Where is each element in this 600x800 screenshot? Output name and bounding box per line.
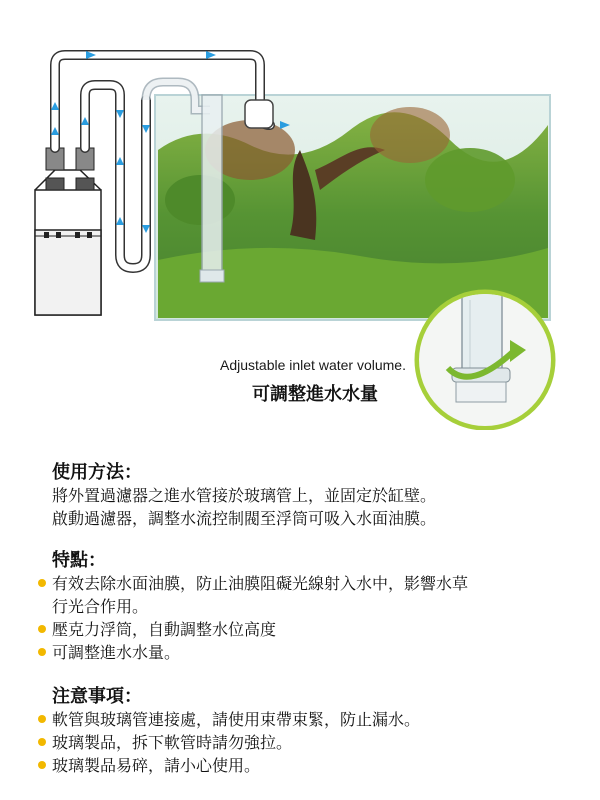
zoom-callout <box>417 292 553 428</box>
caption-english: Adjustable inlet water volume. <box>220 357 406 373</box>
hose-valves <box>46 148 94 190</box>
feature-item: 壓克力浮筒，自動調整水位高度 <box>38 619 276 641</box>
note-item: 玻璃製品易碎，請小心使用。 <box>38 755 260 777</box>
bullet-icon <box>38 761 46 769</box>
outlet-pipe <box>245 100 273 128</box>
bullet-icon <box>38 648 46 656</box>
feature-item: 可調整進水水量。 <box>38 642 180 664</box>
feature-item-continuation: 行光合作用。 <box>52 597 149 616</box>
bullet-icon <box>38 715 46 723</box>
canister-filter <box>35 170 101 315</box>
bullet-icon <box>38 625 46 633</box>
usage-line: 將外置過濾器之進水管接於玻璃管上，並固定於缸壁。 <box>52 486 437 505</box>
features-title: 特點： <box>52 550 106 571</box>
caption-chinese: 可調整進水水量 <box>252 384 378 405</box>
note-item: 軟管與玻璃管連接處，請使用束帶束緊，防止漏水。 <box>38 709 420 731</box>
notes-title: 注意事項： <box>52 686 142 707</box>
usage-title: 使用方法： <box>52 462 142 483</box>
bullet-icon <box>38 579 46 587</box>
usage-line: 啟動過濾器，調整水流控制閥至浮筒可吸入水面油膜。 <box>52 509 437 528</box>
bullet-icon <box>38 738 46 746</box>
feature-item: 有效去除水面油膜，防止油膜阻礙光線射入水中，影響水草 <box>38 573 468 595</box>
note-item: 玻璃製品，拆下軟管時請勿強拉。 <box>38 732 292 754</box>
